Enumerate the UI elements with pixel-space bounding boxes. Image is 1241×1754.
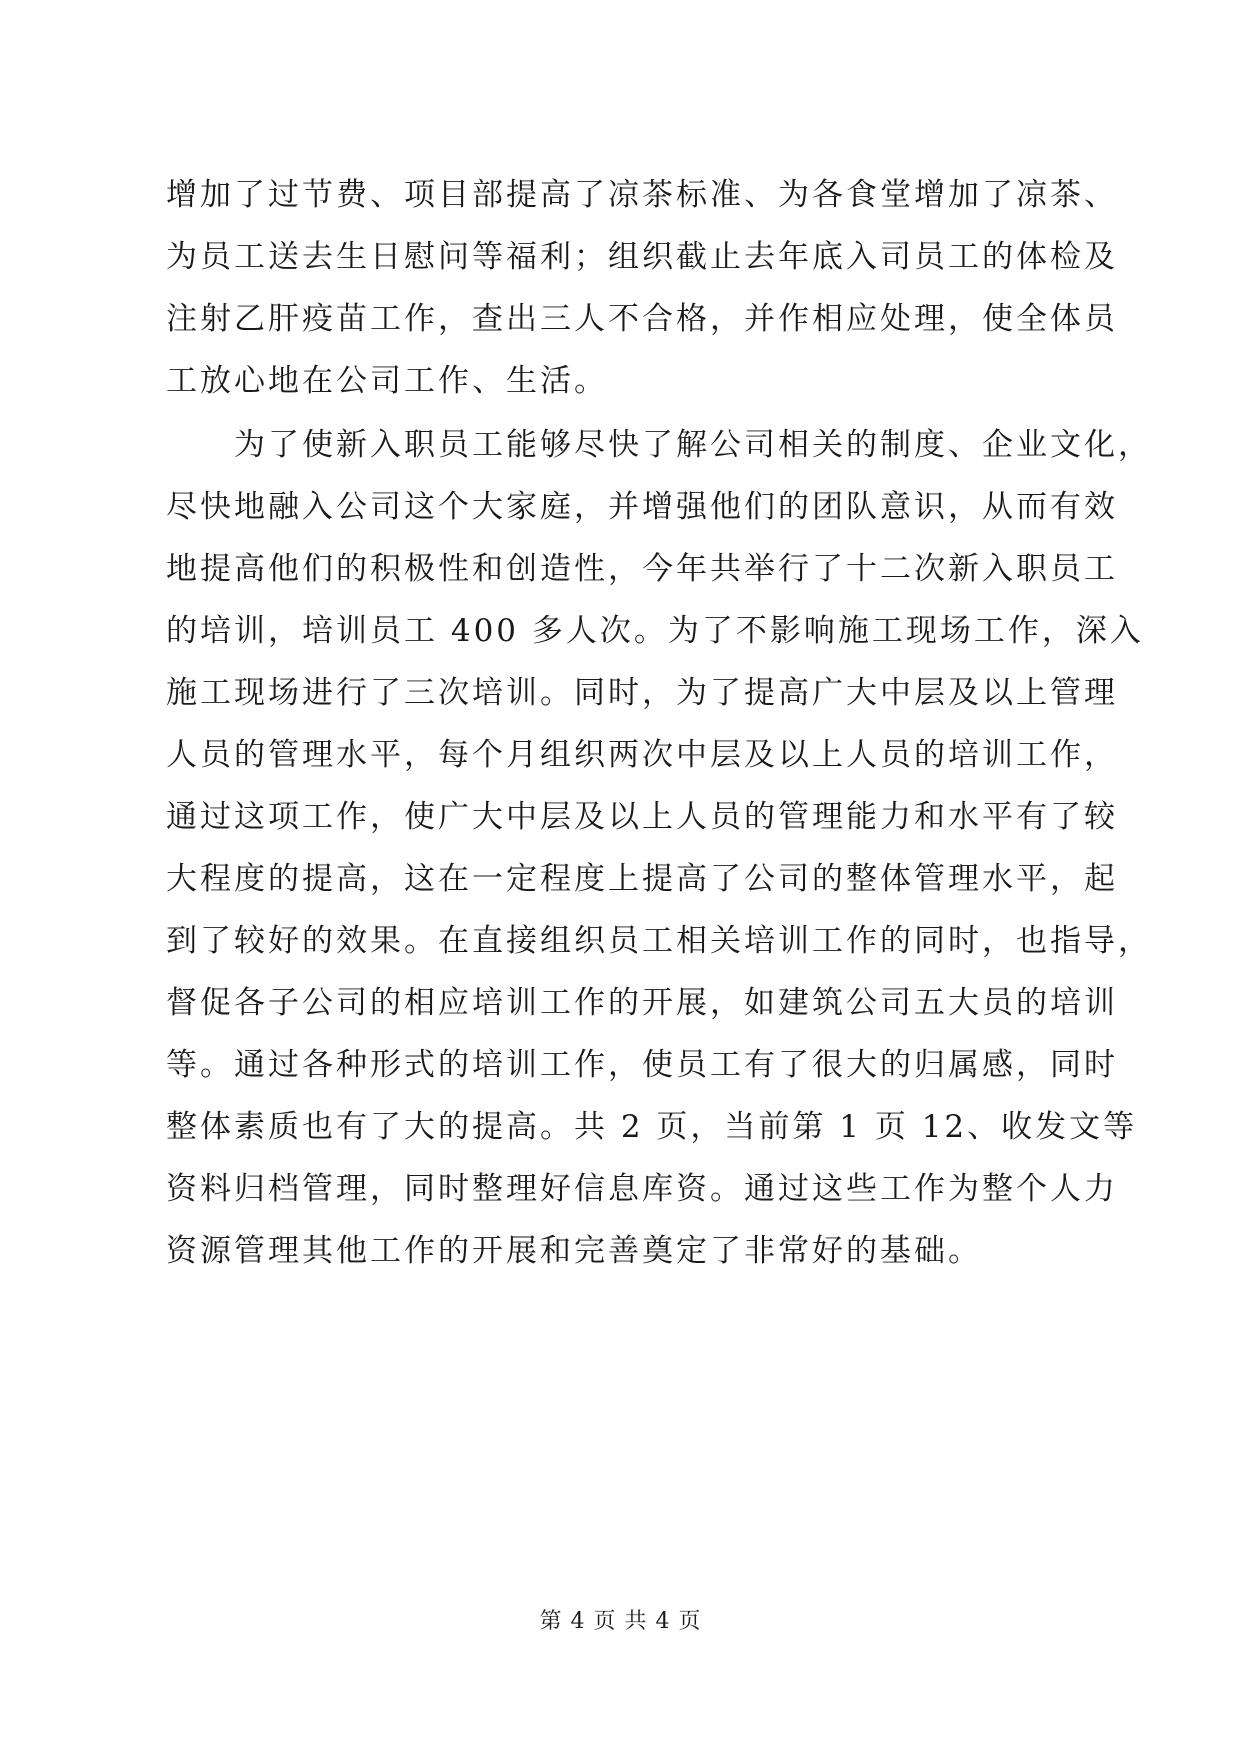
body-text bbox=[166, 164, 1152, 1282]
text-line: 大程度的提高，这在一定程度上提高了公司的整体管理水平，起 bbox=[166, 861, 1118, 897]
text-line: 施工现场进行了三次培训。同时，为了提高广大中层及以上管理 bbox=[166, 675, 1118, 711]
text-line: 等。通过各种形式的培训工作，使员工有了很大的归属感，同时 bbox=[166, 1047, 1118, 1083]
text-line: 为员工送去生日慰问等福利；组织截止去年底入司员工的体检及 bbox=[166, 239, 1118, 275]
text-line: 整体素质也有了大的提高。共 2 页，当前第 1 页 12、收发文等 bbox=[166, 1109, 1138, 1145]
text-line: 资源管理其他工作的开展和完善奠定了非常好的基础。 bbox=[166, 1233, 982, 1269]
text-line: 地提高他们的积极性和创造性，今年共举行了十二次新入职员工 bbox=[166, 551, 1118, 587]
text-line: 的培训，培训员工 400 多人次。为了不影响施工现场工作，深入 bbox=[166, 613, 1144, 649]
text-line: 尽快地融入公司这个大家庭，并增强他们的团队意识，从而有效 bbox=[166, 489, 1118, 525]
text-line: 资料归档管理，同时整理好信息库资。通过这些工作为整个人力 bbox=[166, 1171, 1118, 1207]
page-footer: 第 4 页 共 4 页 bbox=[539, 1609, 702, 1634]
text-line: 增加了过节费、项目部提高了凉茶标准、为各食堂增加了凉茶、 bbox=[166, 177, 1118, 213]
text-line: 注射乙肝疫苗工作，查出三人不合格，并作相应处理，使全体员 bbox=[166, 301, 1118, 337]
paragraph-start-line: 为了使新入职员工能够尽快了解公司相关的制度、企业文化， bbox=[166, 427, 1152, 463]
text-line: 督促各子公司的相应培训工作的开展，如建筑公司五大员的培训 bbox=[166, 985, 1118, 1021]
text-line: 人员的管理水平，每个月组织两次中层及以上人员的培训工作， bbox=[166, 737, 1118, 773]
text-line: 到了较好的效果。在直接组织员工相关培训工作的同时，也指导， bbox=[166, 923, 1152, 959]
text-line: 通过这项工作，使广大中层及以上人员的管理能力和水平有了较 bbox=[166, 799, 1118, 835]
text-line: 工放心地在公司工作、生活。 bbox=[166, 363, 608, 399]
